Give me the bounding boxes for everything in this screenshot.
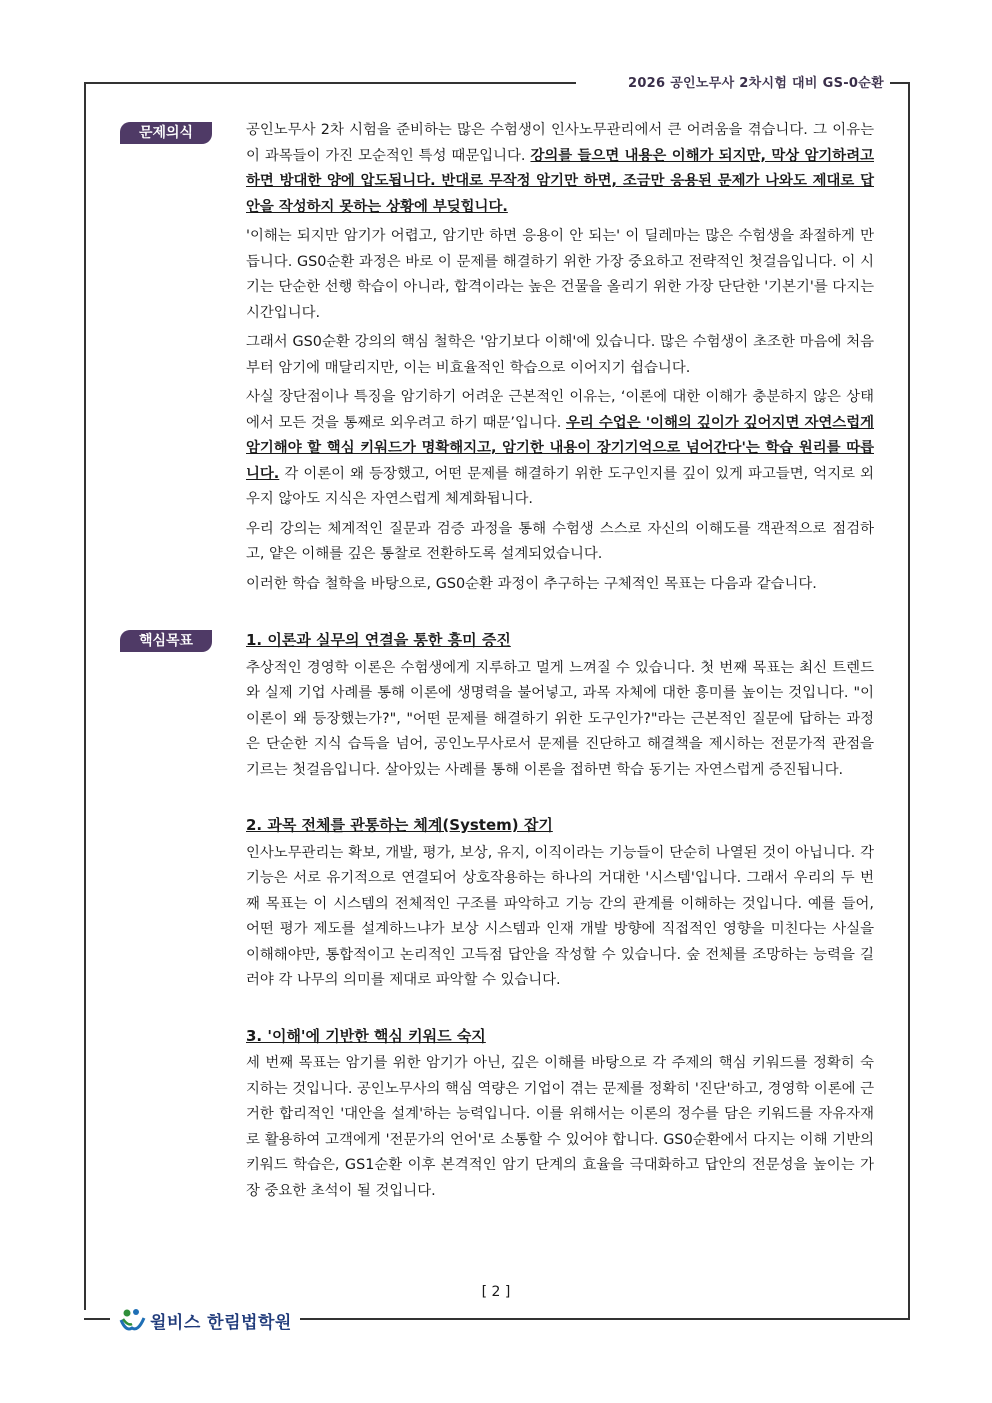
goal-3 xyxy=(246,1024,874,1205)
section-problem-awareness xyxy=(246,118,874,601)
body-text: 우리 강의는 체계적인 질문과 검증 과정을 통해 수험생 스스로 자신의 이해도를 객관적으로 점검하고, 얕은 이해를 깊은 통찰로 전환하도록 설계되었습니다. xyxy=(246,520,874,562)
frame-bottom-left-line xyxy=(84,1318,110,1320)
goal-2 xyxy=(246,813,874,994)
publisher-logo xyxy=(118,1305,292,1335)
goal-2-body: 인사노무관리는 확보, 개발, 평가, 보상, 유지, 이직이라는 기능들이 단순히 나열된 것이 아닙니다. 각 기능은 서로 유기적으로 연결되어 상호작용하는 하나의 거대한 '시스템'입니다. 그래서 우리의 두 번째 목표는 이 시스템의 전체적인 구조를 파악하고 기능 간의 관계를 이해하는 것입니다. 예를 들어, 어떤 평가 제도를 설계하느냐가 보상 시스템과 인재 개발 방향에 직접적인 영향을 미친다는 사실을 이해해야만, 통합적이고 논리적인 고득점 답안을 작성할 수 있습니다. 숲 전체를 조망하는 능력을 길러야 각 나무의 의미를 제대로 파악할 수 있습니다. xyxy=(246,844,874,988)
frame-bottom-line xyxy=(300,1318,910,1320)
goal-1-body: 추상적인 경영학 이론은 수험생에게 지루하고 멀게 느껴질 수 있습니다. 첫 번째 목표는 최신 트렌드와 실제 기업 사례를 통해 이론에 생명력을 불어넣고, 과목 자체에 대한 흥미를 높이는 것입니다. "이 이론이 왜 등장했는가?", "어떤 문제를 해결하기 위한 도구인가?"라는 근본적인 질문에 답하는 과정은 단순한 지식 습득을 넘어, 공인노무사로서 문제를 진단하고 해결책을 제시하는 전문가적 관점을 기르는 첫걸음입니다. 살아있는 사례를 통해 이론을 접하면 학습 동기는 자연스럽게 증진됩니다. xyxy=(246,659,874,778)
goal-3-body: 세 번째 목표는 암기를 위한 암기가 아닌, 깊은 이해를 바탕으로 각 주제의 핵심 키워드를 정확히 숙지하는 것입니다. 공인노무사의 핵심 역량은 기업이 겪는 문제를 정확히 '진단'하고, 경영학 이론에 근거한 합리적인 '대안을 설계'하는 능력입니다. 이를 위해서는 이론의 정수를 담은 키워드를 자유자재로 활용하여 고객에게 '전문가의 언어'로 소통할 수 있어야 합니다. GS0순환에서 다지는 이해 기반의 키워드 학습은, GS1순환 이후 본격적인 암기 단계의 효율을 극대화하고 답안의 전문성을 높이는 가장 중요한 초석이 될 것입니다. xyxy=(246,1055,875,1199)
frame-right-line xyxy=(908,82,910,1320)
frame-top-right-line xyxy=(890,82,910,84)
problem-awareness-paragraph xyxy=(246,572,874,598)
problem-awareness-paragraph xyxy=(246,330,874,381)
badge-problem-awareness: 문제의식 xyxy=(120,122,212,144)
goal-2-heading: 2. 과목 전체를 관통하는 체계(System) 잡기 xyxy=(246,816,553,834)
frame-left-line xyxy=(84,82,86,1310)
body-text: 각 이론이 왜 등장했고, 어떤 문제를 해결하기 위한 도구인지를 깊이 있게 파고들면, 억지로 외우지 않아도 지식은 자연스럽게 체계화됩니다. xyxy=(246,465,874,507)
body-text: 사실 장단점이나 특징을 암기하기 어려운 근본적인 이유는, ‘이론에 대한 이해가 충분하지 않은 상태에서 모든 것을 통째로 외우려고 하기 때문’입니다. xyxy=(246,389,874,431)
problem-awareness-paragraph xyxy=(246,118,874,220)
body-text: 이러한 학습 철학을 바탕으로, GS0순환 과정이 추구하는 구체적인 목표는 다음과 같습니다. xyxy=(246,575,817,592)
problem-awareness-paragraph xyxy=(246,385,874,513)
logo-mark-icon xyxy=(118,1306,146,1334)
badge-core-goals: 핵심목표 xyxy=(120,630,212,652)
frame-top-line xyxy=(84,82,576,84)
problem-awareness-paragraph xyxy=(246,517,874,568)
goal-1-heading: 1. 이론과 실무의 연결을 통한 흥미 증진 xyxy=(246,631,511,649)
body-text: '이해는 되지만 암기가 어렵고, 암기만 하면 응용이 안 되는' 이 딜레마는 많은 수험생을 좌절하게 만듭니다. GS0순환 과정은 바로 이 문제를 해결하기 위한 가장 중요하고 전략적인 첫걸음입니다. 이 시기는 단순한 선행 학습이 아니라, 합격이라는 높은 건물을 올리기 위한 가장 단단한 '기본기'를 다지는 시간입니다. xyxy=(246,228,875,321)
emphasized-text: 우리 수업은 '이해의 깊이가 깊어지면 자연스럽게 암기해야 할 핵심 키워드가 명확해지고, 암기한 내용이 장기기억으로 넘어간다'는 학습 원리를 따릅니다. xyxy=(246,414,874,482)
body-text: 그래서 GS0순환 강의의 핵심 철학은 '암기보다 이해'에 있습니다. 많은 수험생이 초조한 마음에 처음부터 암기에 매달리지만, 이는 비효율적인 학습으로 이어지기 쉽습니다. xyxy=(246,334,874,376)
problem-awareness-paragraphs xyxy=(246,118,874,597)
goal-1 xyxy=(246,628,874,783)
section-core-goals xyxy=(246,628,874,1234)
logo-text: 윌비스 한림법학원 xyxy=(150,1312,292,1333)
page-number: [ 2 ] xyxy=(481,1284,511,1300)
body-text: 공인노무사 2차 시험을 준비하는 많은 수험생이 인사노무관리에서 큰 어려움을 겪습니다. 그 이유는 이 과목들이 가진 모순적인 특성 때문입니다. xyxy=(246,122,874,164)
goal-3-heading: 3. '이해'에 기반한 핵심 키워드 숙지 xyxy=(246,1026,486,1045)
problem-awareness-paragraph xyxy=(246,224,874,326)
page-header-title: 2026 공인노무사 2차시험 대비 GS-0순환 xyxy=(627,76,884,91)
emphasized-text: 강의를 들으면 내용은 이해가 되지만, 막상 암기하려고 하면 방대한 양에 압도됩니다. 반대로 무작정 암기만 하면, 조금만 응용된 문제가 나와도 제대로 답안을 작성하지 못하는 상황에 부딪힙니다. xyxy=(246,147,875,215)
